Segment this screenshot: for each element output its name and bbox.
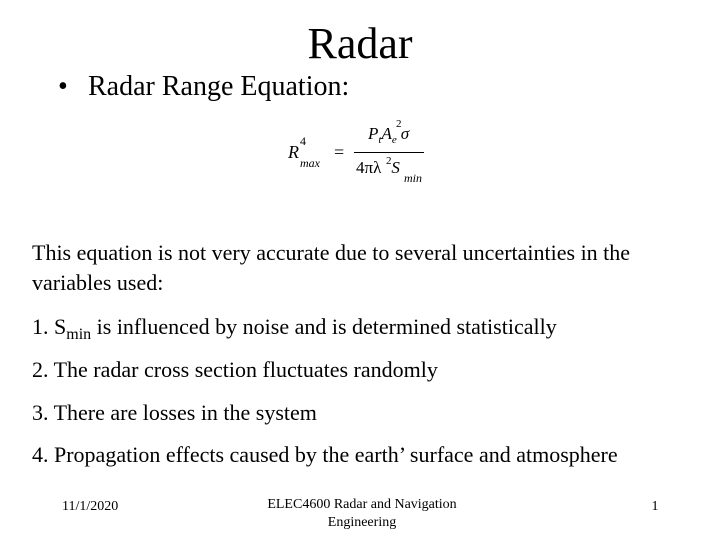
list-item-2: 2. The radar cross section fluctuates randomly — [32, 357, 438, 382]
numerator-sigma: σ — [400, 124, 410, 143]
equation-denominator-exponent: 2 — [386, 155, 392, 167]
bullet-item — [58, 70, 349, 104]
numerator-P: P — [368, 124, 379, 143]
fraction-bar — [354, 152, 424, 153]
denominator-prefix: 4πλ — [356, 158, 382, 177]
list-item-4: 4. Propagation effects caused by the earth’ surface and atmosphere — [32, 442, 618, 467]
equation-lhs-symbol: R — [288, 142, 299, 162]
numerator-A: A — [381, 124, 392, 143]
equation-denominator — [356, 158, 400, 178]
numerator-P-sub: t — [378, 134, 382, 146]
item1-prefix: 1. S — [32, 314, 67, 339]
bullet-text: Radar Range Equation: — [88, 71, 350, 102]
equation-denominator-subscript: min — [404, 171, 422, 185]
list-item-3: 3. There are losses in the system — [32, 400, 317, 425]
slide-title: Radar — [307, 19, 413, 68]
footer-page-number: 1 — [651, 499, 659, 514]
list-item-1 — [32, 312, 702, 350]
item1-text: is influenced by noise and is determined statistically — [91, 314, 557, 339]
footer-course: ELEC4600 Radar and Navigation Engineering — [267, 497, 457, 530]
item1-subscript: min — [66, 326, 92, 343]
numerator-A-sub: e — [391, 134, 397, 146]
bullet-icon: • — [58, 71, 68, 102]
equation-equals: = — [334, 142, 345, 162]
equation-lhs-exponent: 4 — [300, 134, 306, 148]
denominator-S: S — [391, 158, 400, 177]
intro-paragraph: This equation is not very accurate due to several uncertainties in the variables used: — [32, 240, 631, 295]
footer-date: 11/1/2020 — [62, 499, 119, 514]
equation-lhs-subscript: max — [300, 156, 320, 170]
equation-numerator — [368, 124, 409, 146]
equation-numerator-exponent: 2 — [396, 118, 402, 130]
radar-range-equation — [284, 116, 444, 196]
